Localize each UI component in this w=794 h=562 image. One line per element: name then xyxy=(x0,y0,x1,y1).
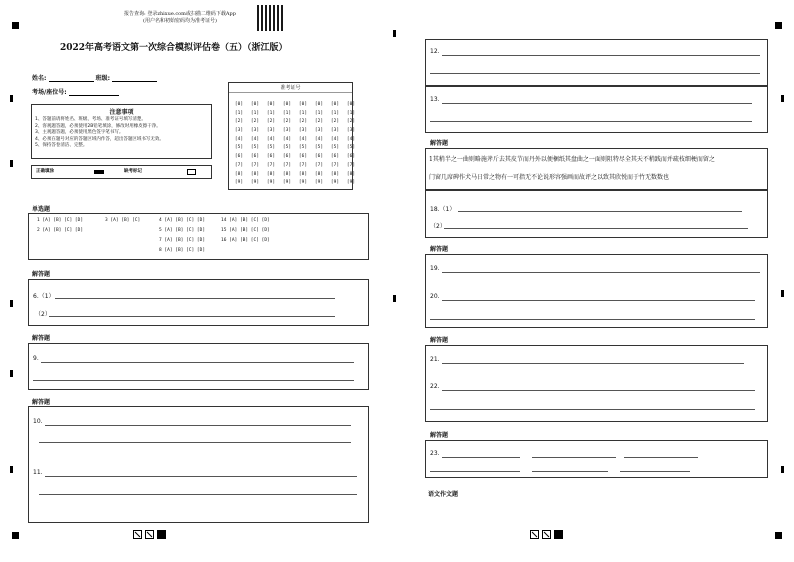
exam-id-bubble[interactable]: [0] xyxy=(234,102,244,107)
exam-id-bubble[interactable]: [4] xyxy=(314,136,324,142)
section-header: 解答题 xyxy=(430,432,449,439)
exam-id-bubble[interactable]: [1] xyxy=(330,110,340,116)
exam-id-bubble[interactable]: [2] xyxy=(250,119,260,125)
exam-id-bubble[interactable]: [9] xyxy=(330,180,340,186)
exam-id-bubble[interactable]: [8] xyxy=(330,171,340,177)
answer-line[interactable] xyxy=(41,362,354,363)
answer-line[interactable] xyxy=(33,380,354,381)
corner-mark-bl xyxy=(12,532,19,539)
answer-box-q18[interactable] xyxy=(425,190,768,238)
passage-box[interactable] xyxy=(425,148,768,190)
note-item: 1、答题前请将姓名、班级、考场、准考证号填写清楚。 xyxy=(35,117,146,122)
exam-id-bubble[interactable]: [6] xyxy=(330,154,340,160)
exam-id-column xyxy=(248,101,262,188)
page-title: 2022年高考语文第一次综合模拟评估卷（五）（浙江版） xyxy=(60,43,288,53)
report-note-line2: (用户名和初始密码均为准考证号) xyxy=(143,18,217,24)
answer-line[interactable] xyxy=(430,319,755,320)
exam-id-title: 准考证号 xyxy=(229,83,352,93)
exam-id-bubble[interactable]: [1] xyxy=(346,110,356,116)
single-choice-header: 单选题 xyxy=(32,206,51,213)
answer-line[interactable] xyxy=(442,390,755,391)
exam-id-bubble[interactable]: [0] xyxy=(298,102,308,107)
note-item: 2、客观题答题，必须使用2B铅笔填涂，修改时用橡皮擦干净。 xyxy=(35,123,161,129)
question-number: 20. xyxy=(430,293,440,300)
corner-mark-br xyxy=(775,532,782,539)
exam-id-bubble[interactable]: [3] xyxy=(282,128,292,134)
exam-id-bubble[interactable]: [2] xyxy=(330,119,340,125)
question-number: 21. xyxy=(430,356,440,363)
answer-line[interactable] xyxy=(442,272,760,273)
exam-id-bubble[interactable]: [2] xyxy=(282,119,292,125)
answer-box-q9[interactable] xyxy=(28,343,369,390)
answer-line[interactable] xyxy=(442,457,520,458)
exam-id-bubble[interactable]: [1] xyxy=(298,110,308,116)
exam-id-bubble[interactable]: [0] xyxy=(266,102,276,107)
exam-id-bubble[interactable]: [0] xyxy=(250,102,260,107)
exam-id-bubble[interactable]: [6] xyxy=(298,154,308,160)
exam-id-column xyxy=(344,101,358,188)
choice-item[interactable]: 8 [A] [B] [C] [D] xyxy=(159,248,206,253)
center-mark xyxy=(393,295,396,302)
room-label: 考场/座位号: xyxy=(32,89,67,96)
exam-id-bubble[interactable]: [2] xyxy=(234,119,244,125)
side-mark xyxy=(10,300,13,307)
question-number: 11. xyxy=(33,469,43,476)
exam-id-bubble[interactable]: [9] xyxy=(282,180,292,186)
answer-box-q19-20[interactable] xyxy=(425,254,768,328)
room-row xyxy=(32,87,119,96)
exam-id-bubble[interactable]: [9] xyxy=(346,180,356,186)
choice-item[interactable]: 1 [A] [B] [C] [D] xyxy=(37,218,84,223)
fill-legend xyxy=(31,165,212,179)
absent-mark-checkbox[interactable] xyxy=(187,169,196,175)
note-item: 5、保持答卷清洁、完整。 xyxy=(35,143,88,148)
question-number: 9. xyxy=(33,355,39,362)
question-number: 12. xyxy=(430,48,440,55)
exam-id-bubble[interactable]: [4] xyxy=(250,136,260,142)
exam-id-bubble[interactable]: [0] xyxy=(282,102,292,107)
exam-id-bubble[interactable]: [1] xyxy=(250,110,260,116)
exam-id-bubble[interactable]: [8] xyxy=(234,171,244,177)
absent-mark-label: 缺考标记 xyxy=(124,169,142,174)
exam-id-bubble[interactable]: [5] xyxy=(298,145,308,151)
note-item: 3、主观题答题，必须使用黑色签字笔书写。 xyxy=(35,130,124,135)
exam-id-bubble[interactable]: [7] xyxy=(330,162,340,168)
class-label: 班级: xyxy=(95,75,110,82)
exam-id-bubble[interactable]: [5] xyxy=(282,145,292,151)
exam-id-bubble[interactable]: [3] xyxy=(330,128,340,134)
question-number: 18.（1） xyxy=(430,206,456,213)
qr-code-icon[interactable] xyxy=(257,5,283,31)
question-number: 19. xyxy=(430,265,440,272)
exam-id-bubble[interactable]: [3] xyxy=(314,128,324,134)
exam-id-bubble[interactable]: [5] xyxy=(266,145,276,151)
exam-id-bubble[interactable]: [9] xyxy=(234,180,244,186)
choice-item[interactable]: 2 [A] [B] [C] [D] xyxy=(37,228,84,233)
answer-box-q6[interactable] xyxy=(28,279,369,326)
exam-id-grid xyxy=(232,101,358,188)
question-number: （2） xyxy=(35,311,51,318)
exam-id-bubble[interactable]: [3] xyxy=(250,128,260,134)
question-number: 10. xyxy=(33,418,43,425)
exam-id-bubble[interactable]: [7] xyxy=(234,162,244,168)
exam-id-bubble[interactable]: [8] xyxy=(314,171,324,177)
exam-id-bubble[interactable]: [1] xyxy=(282,110,292,116)
choice-item[interactable]: 4 [A] [B] [C] [D] xyxy=(159,218,206,223)
corner-mark-tl xyxy=(12,22,19,29)
exam-id-column xyxy=(312,101,326,188)
exam-id-bubble[interactable]: [7] xyxy=(250,162,260,168)
answer-line[interactable] xyxy=(45,476,357,477)
question-number: 6.（1） xyxy=(33,293,55,300)
answer-line[interactable] xyxy=(458,211,742,212)
answer-line[interactable] xyxy=(442,363,744,364)
answer-line[interactable] xyxy=(620,471,690,472)
note-item: 4、必须在题号对应的答题区域内作答，超出答题区域书写无效。 xyxy=(35,136,164,142)
exam-id-bubble[interactable]: [6] xyxy=(234,154,244,160)
exam-id-bubble[interactable]: [7] xyxy=(346,162,356,168)
exam-id-bubble[interactable]: [9] xyxy=(250,180,260,186)
choice-item[interactable]: 5 [A] [B] [C] [D] xyxy=(159,228,206,233)
answer-line[interactable] xyxy=(430,471,520,472)
exam-id-bubble[interactable]: [9] xyxy=(314,180,324,186)
answer-box-q12[interactable] xyxy=(425,39,768,86)
answer-line[interactable] xyxy=(39,442,351,443)
exam-id-bubble[interactable]: [5] xyxy=(250,145,260,151)
exam-id-bubble[interactable]: [2] xyxy=(346,119,356,125)
answer-line[interactable] xyxy=(55,298,335,299)
side-mark xyxy=(10,370,13,377)
answer-line[interactable] xyxy=(444,228,748,229)
exam-id-bubble[interactable]: [1] xyxy=(266,110,276,116)
answer-box-q10-11[interactable] xyxy=(28,406,369,523)
exam-id-bubble[interactable]: [6] xyxy=(282,154,292,160)
section-header: 解答题 xyxy=(32,271,51,278)
exam-id-bubble[interactable]: [8] xyxy=(250,171,260,177)
report-note-line1: 报告查询: 登录zhixue.com或扫描二维码下载App xyxy=(124,11,236,17)
exam-id-bubble[interactable]: [8] xyxy=(346,171,356,177)
side-mark xyxy=(781,95,784,102)
exam-id-bubble[interactable]: [6] xyxy=(346,154,356,160)
exam-id-box xyxy=(228,82,356,190)
question-number: （2） xyxy=(430,223,446,230)
exam-id-bubble[interactable]: [4] xyxy=(346,136,356,142)
section-header: 语文作文题 xyxy=(428,491,459,498)
choice-item[interactable]: 16 [A] [B] [C] [D] xyxy=(221,238,270,243)
section-header: 解答题 xyxy=(32,399,51,406)
exam-id-bubble[interactable]: [5] xyxy=(234,145,244,151)
exam-id-bubble[interactable]: [6] xyxy=(250,154,260,160)
exam-id-bubble[interactable]: [4] xyxy=(330,136,340,142)
name-label: 姓名: xyxy=(32,75,47,82)
correct-fill-sample xyxy=(94,170,104,174)
exam-id-bubble[interactable]: [1] xyxy=(234,110,244,116)
correct-fill-label: 正确填涂 xyxy=(36,169,54,174)
exam-id-column xyxy=(280,101,294,188)
answer-line[interactable] xyxy=(430,409,755,410)
answer-line[interactable] xyxy=(624,457,698,458)
room-field[interactable] xyxy=(69,95,119,96)
answer-line[interactable] xyxy=(532,457,616,458)
section-header: 解答题 xyxy=(430,246,449,253)
exam-id-bubble[interactable]: [9] xyxy=(266,180,276,186)
notes-box xyxy=(31,104,212,159)
exam-id-column xyxy=(296,101,310,188)
exam-id-bubble[interactable]: [8] xyxy=(298,171,308,177)
answer-line[interactable] xyxy=(532,471,608,472)
exam-id-bubble[interactable]: [8] xyxy=(266,171,276,177)
section-header: 解答题 xyxy=(430,140,449,147)
question-number: 13. xyxy=(430,96,440,103)
choice-item[interactable]: 15 [A] [B] [C] [D] xyxy=(221,228,270,233)
exam-id-bubble[interactable]: [4] xyxy=(282,136,292,142)
exam-id-bubble[interactable]: [4] xyxy=(298,136,308,142)
answer-line[interactable] xyxy=(430,73,760,74)
exam-id-bubble[interactable]: [7] xyxy=(298,162,308,168)
answer-box-q21-22[interactable] xyxy=(425,345,768,422)
answer-line[interactable] xyxy=(430,121,752,122)
name-row xyxy=(32,73,157,82)
exam-id-bubble[interactable]: [3] xyxy=(298,128,308,134)
exam-id-bubble[interactable]: [0] xyxy=(314,102,324,107)
exam-id-bubble[interactable]: [4] xyxy=(266,136,276,142)
answer-line[interactable] xyxy=(442,300,755,301)
corner-mark-tr xyxy=(775,22,782,29)
exam-id-bubble[interactable]: [5] xyxy=(346,145,356,151)
single-choice-box xyxy=(28,213,369,260)
answer-line[interactable] xyxy=(49,316,335,317)
notes-title: 注意事项 xyxy=(109,109,134,116)
exam-id-bubble[interactable]: [3] xyxy=(266,128,276,134)
side-mark xyxy=(781,290,784,297)
exam-id-bubble[interactable]: [6] xyxy=(314,154,324,160)
name-field[interactable] xyxy=(49,81,94,82)
exam-id-bubble[interactable]: [3] xyxy=(346,128,356,134)
exam-id-bubble[interactable]: [1] xyxy=(314,110,324,116)
answer-line[interactable] xyxy=(442,55,760,56)
exam-id-bubble[interactable]: [8] xyxy=(282,171,292,177)
exam-id-bubble[interactable]: [5] xyxy=(330,145,340,151)
question-number: 23. xyxy=(430,450,440,457)
side-mark xyxy=(781,466,784,473)
exam-id-bubble[interactable]: [4] xyxy=(234,136,244,142)
exam-id-bubble[interactable]: [7] xyxy=(314,162,324,168)
answer-line[interactable] xyxy=(442,103,752,104)
exam-id-bubble[interactable]: [0] xyxy=(346,102,356,107)
side-mark xyxy=(10,466,13,473)
center-mark xyxy=(393,30,396,37)
page-footer-mark-left xyxy=(133,530,166,539)
section-header: 解答题 xyxy=(430,337,449,344)
exam-id-column xyxy=(232,101,246,188)
report-query-note xyxy=(110,11,250,25)
page-footer-mark-right xyxy=(530,530,563,539)
side-mark xyxy=(10,95,13,102)
choice-item[interactable]: 3 [A] [B] [C] xyxy=(105,218,141,223)
exam-id-column xyxy=(264,101,278,188)
class-field[interactable] xyxy=(112,81,157,82)
passage-line: 1其稍半之一曲则略施斧斤去其皮节而丹外以便梱纸其盘曲之一面则阻特尽全其天不稍践而并疏枝细梗而留之 xyxy=(429,156,715,163)
choice-item[interactable]: 7 [A] [B] [C] [D] xyxy=(159,238,206,243)
exam-id-bubble[interactable]: [2] xyxy=(298,119,308,125)
exam-id-bubble[interactable]: [0] xyxy=(330,102,340,107)
answer-line[interactable] xyxy=(39,494,357,495)
exam-id-bubble[interactable]: [7] xyxy=(266,162,276,168)
exam-id-bubble[interactable]: [2] xyxy=(266,119,276,125)
question-number: 22. xyxy=(430,383,440,390)
side-mark xyxy=(10,160,13,167)
choice-item[interactable]: 14 [A] [B] [C] [D] xyxy=(221,218,270,223)
exam-id-bubble[interactable]: [7] xyxy=(282,162,292,168)
exam-id-bubble[interactable]: [2] xyxy=(314,119,324,125)
answer-box-q23[interactable] xyxy=(425,440,768,478)
section-header: 解答题 xyxy=(32,335,51,342)
answer-line[interactable] xyxy=(45,425,351,426)
exam-id-column xyxy=(328,101,342,188)
exam-id-bubble[interactable]: [5] xyxy=(314,145,324,151)
passage-line: 门窗几席碑作犬马日常之物有一可指无不论说形容强画而故评之以致其欣悦而于竹无数数也 xyxy=(429,174,670,181)
exam-id-bubble[interactable]: [9] xyxy=(298,180,308,186)
exam-id-bubble[interactable]: [3] xyxy=(234,128,244,134)
answer-box-q13[interactable] xyxy=(425,86,768,133)
exam-id-bubble[interactable]: [6] xyxy=(266,154,276,160)
